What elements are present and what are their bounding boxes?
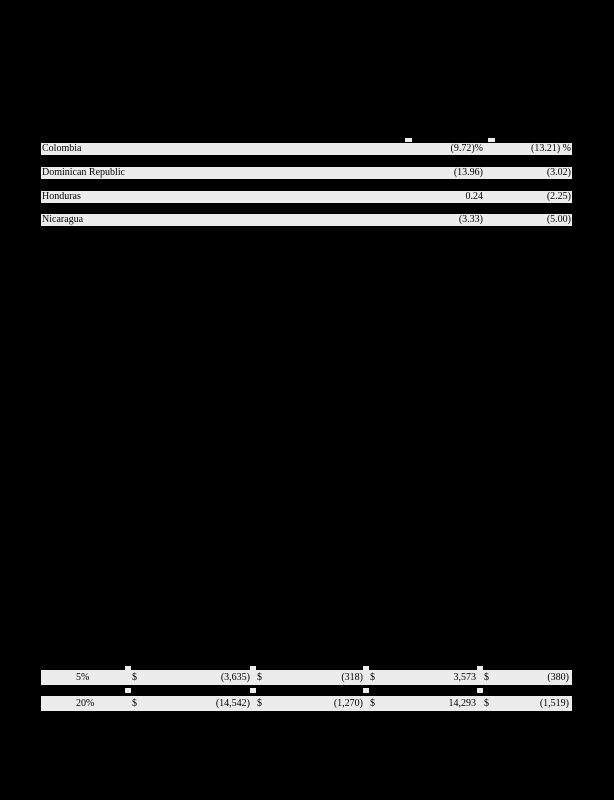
currency-symbol: $ (132, 698, 137, 709)
amount-cell: (380) (547, 672, 569, 683)
currency-symbol: $ (484, 698, 489, 709)
country-label: Colombia (42, 143, 82, 154)
country-label: Honduras (42, 191, 81, 202)
table-row (41, 167, 572, 179)
currency-symbol: $ (370, 672, 375, 683)
currency-symbol: $ (132, 672, 137, 683)
inflation-value: 0.24 (465, 191, 483, 202)
table-row (41, 143, 572, 155)
percent-change-label: 20% (76, 698, 95, 709)
amount-cell: (318) (341, 672, 363, 683)
amount-cell: (1,270) (333, 698, 363, 709)
percent-change-label: 5% (76, 672, 90, 683)
amount-cell: 3,573 (453, 672, 476, 683)
inflation-value: (2.25) (546, 191, 571, 202)
table-row (41, 696, 572, 711)
table-row (41, 191, 572, 203)
table-row (41, 214, 572, 226)
country-label: Nicaragua (42, 214, 84, 225)
amount-cell: 14,293 (448, 698, 476, 709)
inflation-value: (13.21) % (531, 143, 571, 154)
inflation-value: (9.72)% (450, 143, 483, 154)
amount-cell: (14,542) (215, 698, 250, 709)
inflation-value: (5.00) (546, 214, 571, 225)
inflation-value: (3.33) (458, 214, 483, 225)
currency-symbol: $ (370, 698, 375, 709)
amount-cell: (1,519) (539, 698, 569, 709)
currency-symbol: $ (257, 698, 262, 709)
currency-symbol: $ (484, 672, 489, 683)
country-label: Dominican Republic (42, 167, 126, 178)
inflation-value: (13.96) (453, 167, 483, 178)
row-separator-mark (250, 688, 256, 693)
amount-cell: (3,635) (220, 672, 250, 683)
row-separator-mark (363, 688, 369, 693)
currency-symbol: $ (257, 672, 262, 683)
header-rule-mark (488, 138, 495, 142)
inflation-value: (3.02) (546, 167, 571, 178)
header-rule-mark (405, 138, 412, 142)
table-row (41, 670, 572, 685)
row-separator-mark (477, 688, 483, 693)
row-separator-mark (125, 688, 131, 693)
